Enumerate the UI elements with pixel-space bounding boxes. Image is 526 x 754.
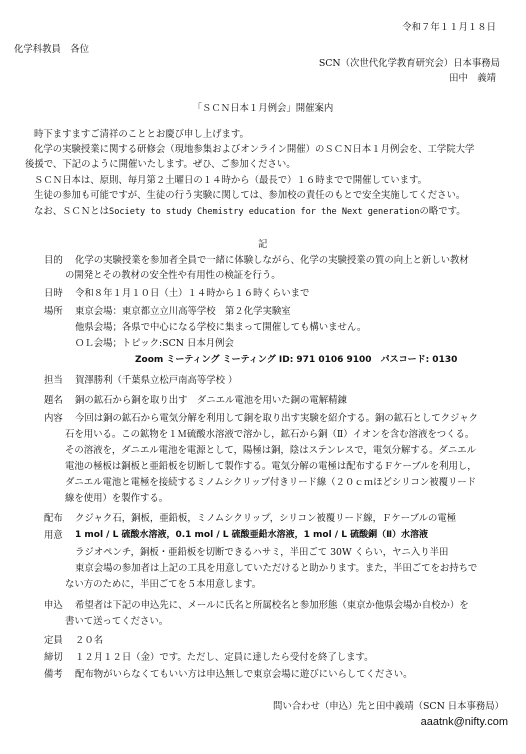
remarks-label: 備考: [44, 669, 63, 680]
intro-line: ＳＣＮ日本は、原則、毎月第２土曜日の１４時から（最長で）１６時までで開催しています。: [34, 175, 428, 186]
contact-info: 問い合わせ（申込）先と田中義靖（SCN 日本事務局）: [272, 701, 504, 712]
remarks-text: 配布物がいらなくてもいい方は申込無しで東京会場に遊びにいらしてください。: [75, 669, 413, 680]
document-title: 「ＳＣＮ日本１月例会」開催案内: [192, 103, 334, 114]
sender-name: 田中 義靖: [449, 73, 496, 84]
capacity-text: ２０名: [75, 635, 104, 646]
apply-label: 申込: [44, 600, 63, 611]
prepare-note: ない方のために，半田ごてを５本用意します。: [65, 579, 262, 590]
distribution-label: 配布: [44, 513, 63, 524]
distribution-text: クジャク石，銅板，亜鉛板，ミノムシクリップ，シリコン被覆リード線，Ｆケーブルの電極: [75, 513, 457, 524]
purpose-label: 目的: [44, 255, 63, 266]
intro-suffix: の略です。: [419, 206, 466, 217]
ki-heading: 記: [258, 239, 268, 250]
scn-english-name: Society to study Chemistry education for the Next generation: [109, 207, 420, 217]
place-online: ＯＬ会場；トピック:SCN 日本月例会: [75, 338, 234, 349]
content-text: ダニエル電池と電極を接続するミノムシクリップ付きリード線（２０ｃｍほどシリコン被覆リード: [65, 477, 477, 488]
date-text: 令和８年１月１０日（土）１４時から１６時くらいまで: [75, 288, 310, 299]
content-text: 電池の極板は銅板と亜鉛板を切断して製作する。電気分解の電極は配布するＦケーブルを利用し，: [65, 461, 477, 472]
capacity-label: 定員: [44, 635, 63, 646]
apply-text: 書いて送ってください。: [65, 616, 169, 627]
intro-line: 生徒の参加も可能ですが、生徒の行う実験に関しては、参加校の責任のもとで安全実施してください。: [34, 190, 466, 201]
intro-line: 時下ますますご清祥のこととお慶び申し上げます。: [34, 129, 249, 140]
intro-line-abbreviation: [34, 205, 466, 219]
content-label: 内容: [44, 413, 63, 424]
topic-text: 銅の鉱石から銅を取り出す ダニエル電池を用いた銅の電解精錬: [75, 395, 347, 406]
contact-email[interactable]: aaatnk@nifty.com: [420, 716, 508, 728]
intro-line: 後援で、下記のように開催いたします。ぜひ、ご参加ください。: [25, 159, 296, 170]
intro-line: 化学の実験授業に関する研修会（現地参集およびオンライン開催）のＳＣＮ日本１月例会を、工学院大学: [34, 144, 475, 155]
apply-text: 希望者は下記の申込先に、メールに氏名と所属校名と参加形態（東京か他県会場か自校か）を: [75, 600, 469, 611]
content-text: 石を用いる。この鉱物を１Ｍ硫酸水溶液で溶かし，鉱石から銅（Ⅱ）イオンを含む溶液をつくる。: [65, 429, 475, 440]
content-text: 線を使用）を製作する。: [65, 493, 169, 504]
topic-label: 題名: [44, 395, 63, 406]
place-other: 他県会場；各県で中心になる学校に集まって開催しても構いません。: [75, 322, 367, 333]
zoom-meeting-info: Zoom ミーティング ミーティング ID: 971 0106 9100 パスコード: 0130: [135, 355, 458, 365]
charge-label: 担当: [44, 375, 63, 386]
deadline-text: １２月１２日（金）です。ただし、定員に達したら受付を終了します。: [75, 652, 374, 663]
recipient: 化学科教員 各位: [14, 44, 90, 55]
place-label: 場所: [44, 306, 63, 317]
prepare-tools: ラジオペンチ，銅板・亜鉛板を切断できるハサミ，半田ごて 30W くらい，ヤニ入り半田: [75, 547, 449, 558]
prepare-label: 用意: [44, 530, 63, 541]
prepare-reagents: 1 mol / L 硫酸水溶液，0.1 mol / L 硫酸亜鉛水溶液，1 mol / L 硫酸銅（Ⅱ）水溶液: [75, 530, 429, 540]
intro-prefix: なお、ＳＣＮとは: [34, 206, 110, 217]
purpose-text: の開発とその教材の安全性や有用性の検証を行う。: [65, 270, 281, 281]
content-text: その溶液を，ダニエル電池を電源として，陽極は銅，陰はステンレスで，電気分解する。ダニエル: [65, 445, 476, 456]
place-tokyo: 東京会場：東京都立立川高等学校 第２化学実験室: [75, 306, 291, 317]
deadline-label: 締切: [44, 652, 63, 663]
content-text: 今回は銅の鉱石から電気分解を利用して銅を取り出す実験を紹介する。銅の鉱石としてクジャク: [75, 413, 478, 424]
prepare-note: 東京会場の参加者は上記の工具を用意していただけると助かります。また，半田ごてをお持ちで: [75, 563, 478, 574]
document-date: 令和７年１１月１８日: [402, 22, 496, 33]
date-label: 日時: [44, 288, 63, 299]
purpose-text: 化学の実験授業を参加者全員で一緒に体験しながら、化学の実験授業の質の向上と新しい教材: [75, 255, 469, 266]
sender-organization: SCN（次世代化学教育研究会）日本事務局: [318, 58, 500, 69]
charge-text: 賀澤勝利（千葉県立松戸南高等学校 ）: [75, 375, 238, 386]
